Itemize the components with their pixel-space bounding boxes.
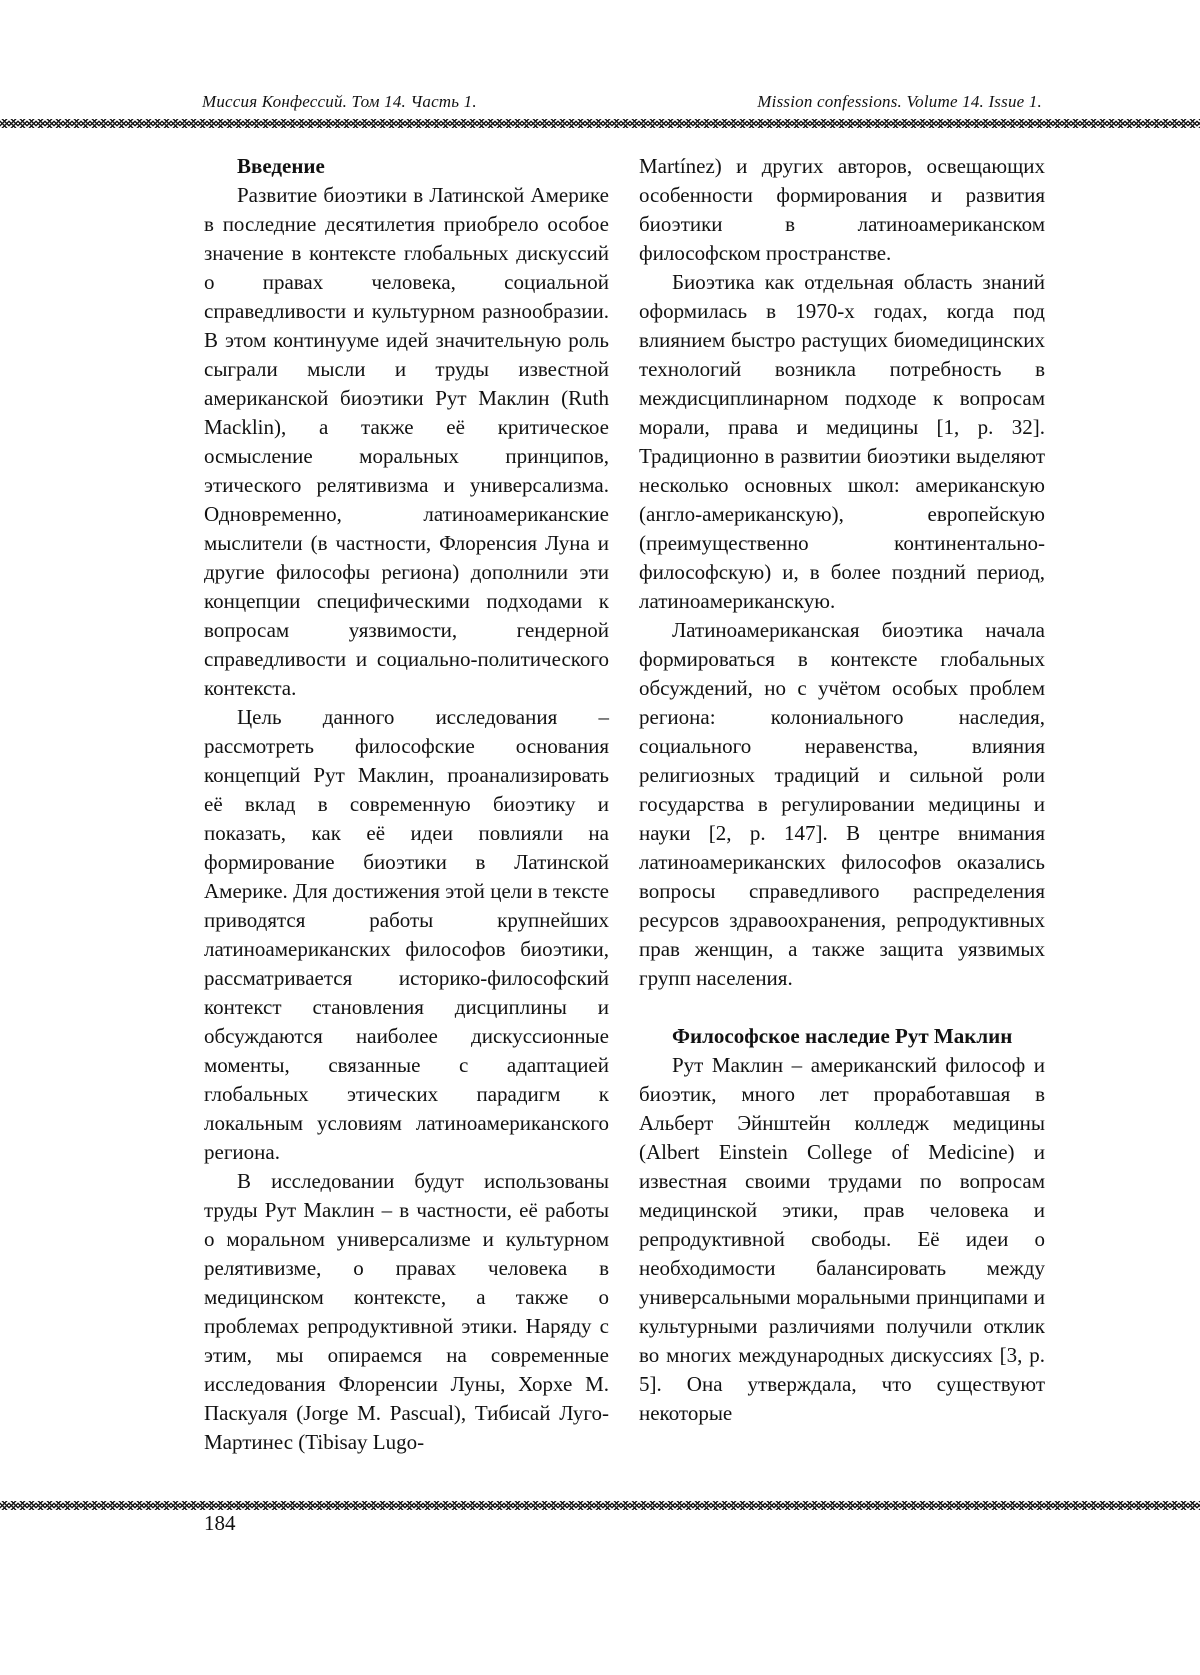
paragraph: Развитие биоэтики в Латинской Америке в последние десятилетия приобрело особое значение в контексте глобальных дискуссий о правах человека, социальной справедливости и культурном разнообразии. В этом континууме идей значительную роль сыграли мысли и труды известной американской биоэтики Рут Маклин (Ruth Macklin), а также её критическое осмысление моральных принципов, этического релятивизма и универсализма. Одновременно, латиноамериканские мыслители (в частности, Флоренсия Луна и другие философы региона) дополнили эти концепции специфическими подходами к вопросам уязвимости, гендерной справедливости и социально-политического контекста.: [204, 183, 609, 700]
page-number: 184: [204, 1511, 236, 1535]
running-header-left: Миссия Конфессий. Том 14. Часть 1.: [202, 92, 477, 111]
running-header-right: Mission confessions. Volume 14. Issue 1.: [757, 92, 1042, 111]
paragraph: Биоэтика как отдельная область знаний оформилась в 1970-х годах, когда под влиянием быстро растущих биомедицинских технологий возникла потребность в междисциплинарном подходе к вопросам морали, права и медицины [1, p. 32]. Традиционно в развитии биоэтики выделяют несколько основных школ: американскую (англо-американскую), европейскую (преимущественно континентально-философскую) и, в более поздний период, латиноамериканскую.: [639, 270, 1045, 613]
right-column: [639, 152, 1045, 1428]
section-heading-introduction: Введение: [237, 154, 325, 178]
paragraph-continuation: Martínez) и других авторов, освещающих особенности формирования и развития биоэтики в латиноамериканском философском пространстве.: [639, 154, 1045, 265]
section-heading-macklin-legacy: Философское наследие Рут Маклин: [672, 1024, 1013, 1048]
paragraph: Рут Маклин – американский философ и биоэтик, много лет проработавшая в Альберт Эйнштейн колледж медицины (Albert Einstein College of Medicine) и известная своими трудами по вопросам медицинской этики, прав человека и репродуктивной свободы. Её идеи о необходимости балансировать между универсальными моральными принципами и культурными различиями получили отклик во многих международных дискуссиях [3, p. 5]. Она утверждала, что существуют некоторые: [639, 1053, 1045, 1425]
bottom-ornamental-rule: [0, 1501, 1200, 1510]
paragraph: Цель данного исследования – рассмотреть философские основания концепций Рут Маклин, проанализировать её вклад в современную биоэтику и показать, как её идеи повлияли на формирование биоэтики в Латинской Америке. Для достижения этой цели в тексте приводятся работы крупнейших латиноамериканских философов биоэтики, рассматривается историко-философский контекст становления дисциплины и обсуждаются наиболее дискуссионные моменты, связанные с адаптацией глобальных этических парадигм к локальным условиям латиноамериканского региона.: [204, 705, 609, 1164]
top-ornamental-rule: [0, 119, 1200, 128]
paragraph: В исследовании будут использованы труды Рут Маклин – в частности, её работы о моральном универсализме и культурном релятивизме, о правах человека в медицинском контексте, а также о проблемах репродуктивной этики. Наряду с этим, мы опираемся на современные исследования Флоренсии Луны, Хорхе М. Паскуаля (Jorge M. Pascual), Тибисай Луго-Мартинес (Tibisay Lugo-: [204, 1169, 609, 1454]
paragraph: Латиноамериканская биоэтика начала формироваться в контексте глобальных обсуждений, но с учётом особых проблем региона: колониального наследия, социального неравенства, влияния религиозных традиций и сильной роли государства в регулировании медицины и науки [2, p. 147]. В центре внимания латиноамериканских философов оказались вопросы справедливого распределения ресурсов здравоохранения, репродуктивных прав женщин, а также защита уязвимых групп населения.: [639, 618, 1045, 990]
left-column: [204, 152, 609, 1457]
